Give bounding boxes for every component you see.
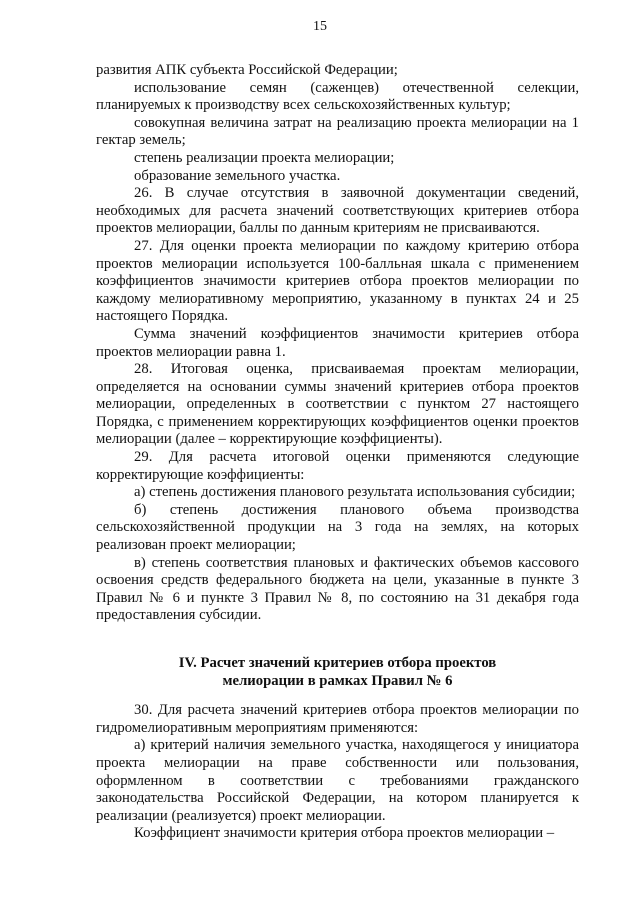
paragraph: б) степень достижения планового объема производства сельскохозяйственной продукции на 3 года на землях, на которых реализован проект мелиорации; — [96, 501, 579, 554]
page-number: 15 — [313, 19, 327, 34]
section-heading — [96, 655, 579, 690]
paragraph: 28. Итоговая оценка, присваиваемая проектам мелиорации, определяется на основании суммы значений критериев отбора проектов мелиорации, определенных в соответствии с пунктом 27 настоящего Порядка, с применением корректирующих коэффициентов оценки проектов мелиорации (далее – корректирующие коэффициенты). — [96, 361, 579, 448]
paragraph: в) степень соответствия плановых и фактических объемов кассового освоения средств федерального бюджета на цели, указанные в пункте 3 Правил № 6 и пункте 3 Правил № 8, по состоянию на 31 декабря года предоставления субсидии. — [96, 554, 579, 624]
paragraph: Коэффициент значимости критерия отбора проектов мелиорации – — [134, 825, 555, 842]
paragraph: степень реализации проекта мелиорации; — [134, 149, 395, 166]
paragraph: образование земельного участка. — [134, 167, 341, 184]
document-body — [96, 62, 579, 843]
section-heading-line: мелиорации в рамках Правил № 6 — [222, 672, 453, 689]
paragraph: развития АПК субъекта Российской Федерации; — [96, 62, 398, 78]
paragraph: совокупная величина затрат на реализацию проекта мелиорации на 1 гектар земель; — [96, 114, 579, 149]
paragraph: а) критерий наличия земельного участка, находящегося у инициатора проекта мелиорации на праве собственности или пользования, оформленном в соответствии с требованиями гражданского законодательства Российской Федерации, на котором планируется к реализации (реализуется) проект мелиорации. — [96, 737, 579, 824]
section-heading-line: IV. Расчет значений критериев отбора проектов — [178, 655, 497, 671]
paragraph: использование семян (саженцев) отечественной селекции, планируемых к производству всех сельскохозяйственных культур; — [96, 79, 579, 114]
paragraph: 30. Для расчета значений критериев отбора проектов мелиорации по гидромелиоративным мероприятиям применяются: — [96, 702, 579, 736]
paragraph: 29. Для расчета итоговой оценки применяются следующие корректирующие коэффициенты: — [96, 449, 579, 483]
paragraph: Сумма значений коэффициентов значимости критериев отбора проектов мелиорации равна 1. — [96, 325, 579, 360]
paragraph: 26. В случае отсутствия в заявочной документации сведений, необходимых для расчета значений соответствующих критериев отбора проектов мелиорации, баллы по данным критериям не присваиваются. — [96, 185, 579, 237]
paragraph: 27. Для оценки проекта мелиорации по каждому критерию отбора проектов мелиорации используется 100-балльная шкала с применением коэффициентов значимости критериев отбора проектов мелиорации по каждому мелиоративному мероприятию, указанному в пунктах 24 и 25 настоящего Порядка. — [96, 237, 579, 325]
paragraph: а) степень достижения планового результата использования субсидии; — [134, 484, 576, 501]
